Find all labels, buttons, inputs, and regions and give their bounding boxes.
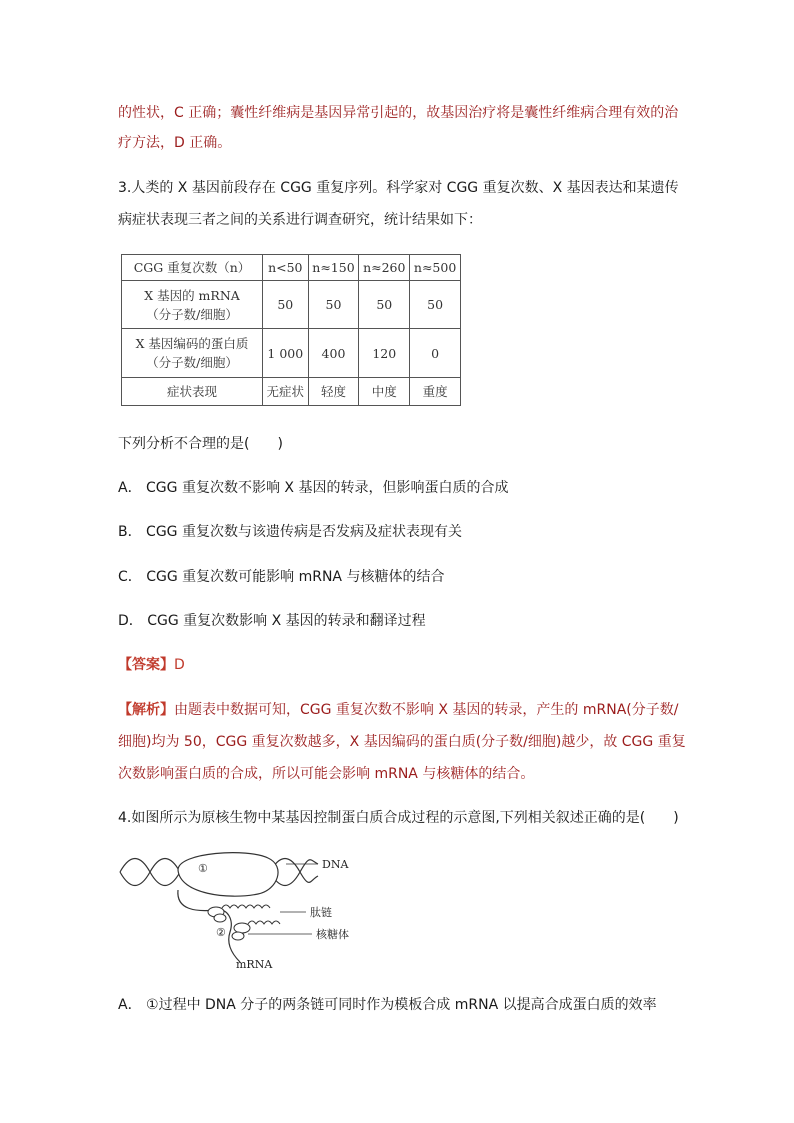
table-header-row xyxy=(122,255,461,281)
table-cell: 重度 xyxy=(410,377,461,405)
q3-question: 下列分析不合理的是( ) xyxy=(118,436,283,452)
q3-answer xyxy=(118,655,185,675)
q3-option-d: D． CGG 重复次数影响 X 基因的转录和翻译过程 xyxy=(118,613,426,629)
q3-option-a: A． CGG 重复次数不影响 X 基因的转录，但影响蛋白质的合成 xyxy=(118,480,509,496)
process-1-label: ① xyxy=(198,862,208,875)
table-row xyxy=(122,329,461,377)
answer-value: D xyxy=(174,657,185,673)
table-row xyxy=(122,281,461,329)
q3-analysis-line-3: 次数影响蛋白质的合成，所以可能会影响 mRNA 与核糖体的结合。 xyxy=(118,766,535,782)
table-header-cell: n≈150 xyxy=(308,255,359,281)
table-cell: 轻度 xyxy=(308,377,359,405)
intro-line-1 xyxy=(118,103,678,123)
table-cell: 50 xyxy=(308,281,359,329)
table-cell: 120 xyxy=(359,329,410,377)
mrna-strand xyxy=(178,890,240,962)
q3-stem-line-2: 病症状表现三者之间的关系进行调查研究，统计结果如下： xyxy=(118,212,482,228)
row-label-line: X 基因的 mRNA xyxy=(144,287,240,303)
row-label-line: （分子数/细胞） xyxy=(146,306,238,322)
ribosome-shape xyxy=(214,914,226,922)
intro-text-a: 的性状，C 正确； xyxy=(118,105,231,121)
dna-label: DNA xyxy=(322,858,349,871)
table-cell: 1 000 xyxy=(263,329,309,377)
analysis-text: 由题表中数据可知，CGG 重复次数不影响 X 基因的转录，产生的 mRNA(分子数/ xyxy=(174,702,679,718)
table-cell: 50 xyxy=(410,281,461,329)
table-row-label xyxy=(122,281,263,329)
table-cell: 无症状 xyxy=(263,377,309,405)
analysis-tag: 【解析】 xyxy=(118,702,174,718)
table-row-label xyxy=(122,329,263,377)
rna-polymerase-shape xyxy=(178,853,278,897)
mrna-label: mRNA xyxy=(236,958,273,971)
table-cell: 400 xyxy=(308,329,359,377)
table-header-cell: n≈260 xyxy=(359,255,410,281)
table-cell: 50 xyxy=(359,281,410,329)
peptide-label: 肽链 xyxy=(310,906,332,919)
q4-option-a: A． ①过程中 DNA 分子的两条链可同时作为模板合成 mRNA 以提高合成蛋白质的效率 xyxy=(118,997,657,1013)
q3-analysis-line-2: 细胞)均为 50，CGG 重复次数越多，X 基因编码的蛋白质(分子数/细胞)越少，故 CGG 重复 xyxy=(118,734,686,750)
q3-option-b: B． CGG 重复次数与该遗传病是否发病及症状表现有关 xyxy=(118,524,462,540)
table-cell: 50 xyxy=(263,281,309,329)
q3-analysis-line-1 xyxy=(118,700,678,720)
q3-stem-line-1: 3.人类的 X 基因前段存在 CGG 重复序列。科学家对 CGG 重复次数、X 基因表达和某遗传 xyxy=(118,180,679,196)
table-row xyxy=(122,377,461,405)
intro-line-2: 疗方法，D 正确。 xyxy=(118,135,232,151)
table-row-label: 症状表现 xyxy=(122,377,263,405)
row-label-line: （分子数/细胞） xyxy=(146,355,238,371)
ribosome-shape xyxy=(234,923,250,933)
process-2-label: ② xyxy=(216,926,226,939)
translation-diagram xyxy=(118,850,378,972)
table-cell: 中度 xyxy=(359,377,410,405)
q3-option-c: C． CGG 重复次数可能影响 mRNA 与核糖体的结合 xyxy=(118,569,445,585)
peptide-chain-1 xyxy=(222,905,270,908)
answer-tag: 【答案】 xyxy=(118,657,174,673)
peptide-chain-2 xyxy=(248,921,280,924)
ribosome-label: 核糖体 xyxy=(316,928,349,941)
table-header-cell: CGG 重复次数（n） xyxy=(122,255,263,281)
table-header-cell: n≈500 xyxy=(410,255,461,281)
cgg-data-table xyxy=(121,254,461,406)
q4-stem: 4.如图所示为原核生物中某基因控制蛋白质合成过程的示意图,下列相关叙述正确的是( ) xyxy=(118,810,679,826)
row-label-line: X 基因编码的蛋白质 xyxy=(135,336,249,352)
table-cell: 0 xyxy=(410,329,461,377)
intro-text-b: 囊性纤维病是基因异常引起的，故基因治疗将是囊性纤维病合理有效的治 xyxy=(230,105,679,121)
ribosome-shape xyxy=(232,932,244,940)
table-header-cell: n<50 xyxy=(263,255,309,281)
